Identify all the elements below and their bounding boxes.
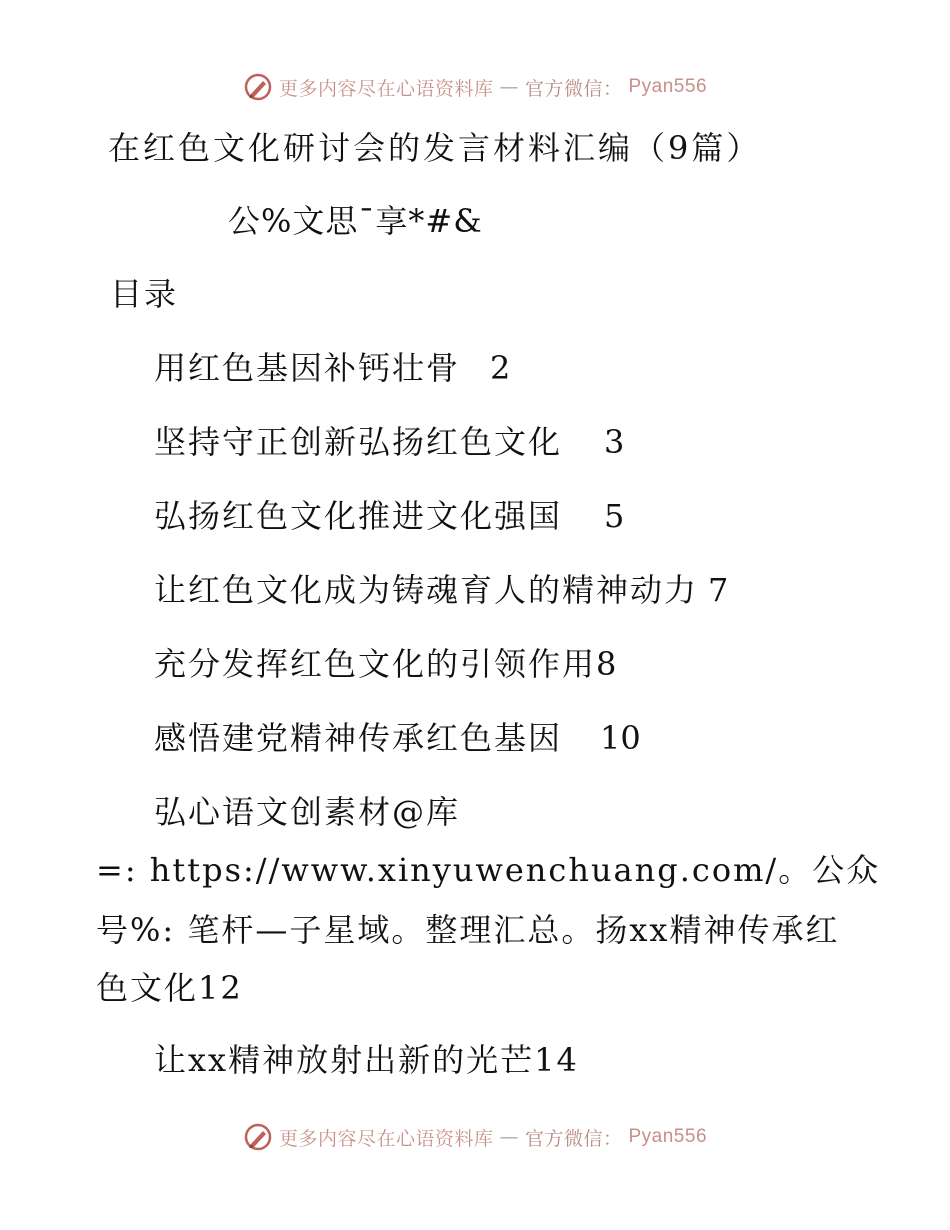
watermark-separator: —: [499, 76, 519, 98]
toc-item: [154, 348, 510, 388]
document-subtitle: 公%文思¯享*#&: [228, 202, 483, 240]
watermark-contact: 官方微信：: [524, 1127, 623, 1150]
toc-item-page: 10: [600, 719, 641, 757]
watermark-brand: 更多内容尽在心语资料库: [278, 77, 494, 100]
toc-item-text: 用红色基因补钙壮骨: [154, 349, 461, 387]
watermark-brand: 更多内容尽在心语资料库: [278, 1127, 494, 1150]
toc-heading: 目录: [110, 275, 179, 313]
watermark-handle: Pyan556: [628, 1126, 708, 1147]
toc-item-text: 感悟建党精神传承红色基因: [154, 719, 563, 757]
toc-wrapped-line-1: 弘心语文创素材@库: [154, 793, 461, 831]
toc-item-text: 弘扬红色文化推进文化强国: [154, 497, 563, 535]
document-title: 在红色文化研讨会的发言材料汇编（9篇）: [108, 129, 762, 167]
toc-item-page: 3: [604, 423, 625, 461]
watermark-separator: —: [499, 1126, 519, 1148]
toc-item-page: 5: [604, 497, 625, 535]
toc-item-page: 2: [490, 349, 511, 387]
toc-item-text: 坚持守正创新弘扬红色文化: [154, 423, 563, 461]
watermark-footer: [0, 1122, 950, 1152]
toc-item-text: 充分发挥红色文化的引领作用: [154, 645, 597, 683]
pen-logo-icon: [243, 1122, 273, 1152]
toc-wrapped-line-4: 色文化12: [96, 969, 243, 1007]
toc-wrapped-line-3: 号%: 笔杆—子星域。整理汇总。扬xx精神传承红: [96, 911, 840, 949]
watermark-header: [0, 72, 950, 102]
toc-item-page: 8: [596, 645, 617, 683]
toc-item: [154, 644, 616, 684]
pen-logo-icon: [243, 72, 273, 102]
toc-item: [154, 718, 641, 758]
toc-item: [154, 570, 728, 610]
watermark-handle: Pyan556: [628, 76, 708, 97]
toc-item-last: 让xx精神放射出新的光芒14: [154, 1041, 579, 1079]
toc-item: [154, 422, 624, 462]
toc-item-text: 让红色文化成为铸魂育人的精神动力: [154, 571, 699, 609]
watermark-contact: 官方微信：: [524, 77, 623, 100]
toc-item-page: 7: [708, 571, 729, 609]
toc-item: [154, 496, 624, 536]
toc-wrapped-line-2: =: https://www.xinyuwenchuang.com/。公众: [96, 851, 881, 889]
